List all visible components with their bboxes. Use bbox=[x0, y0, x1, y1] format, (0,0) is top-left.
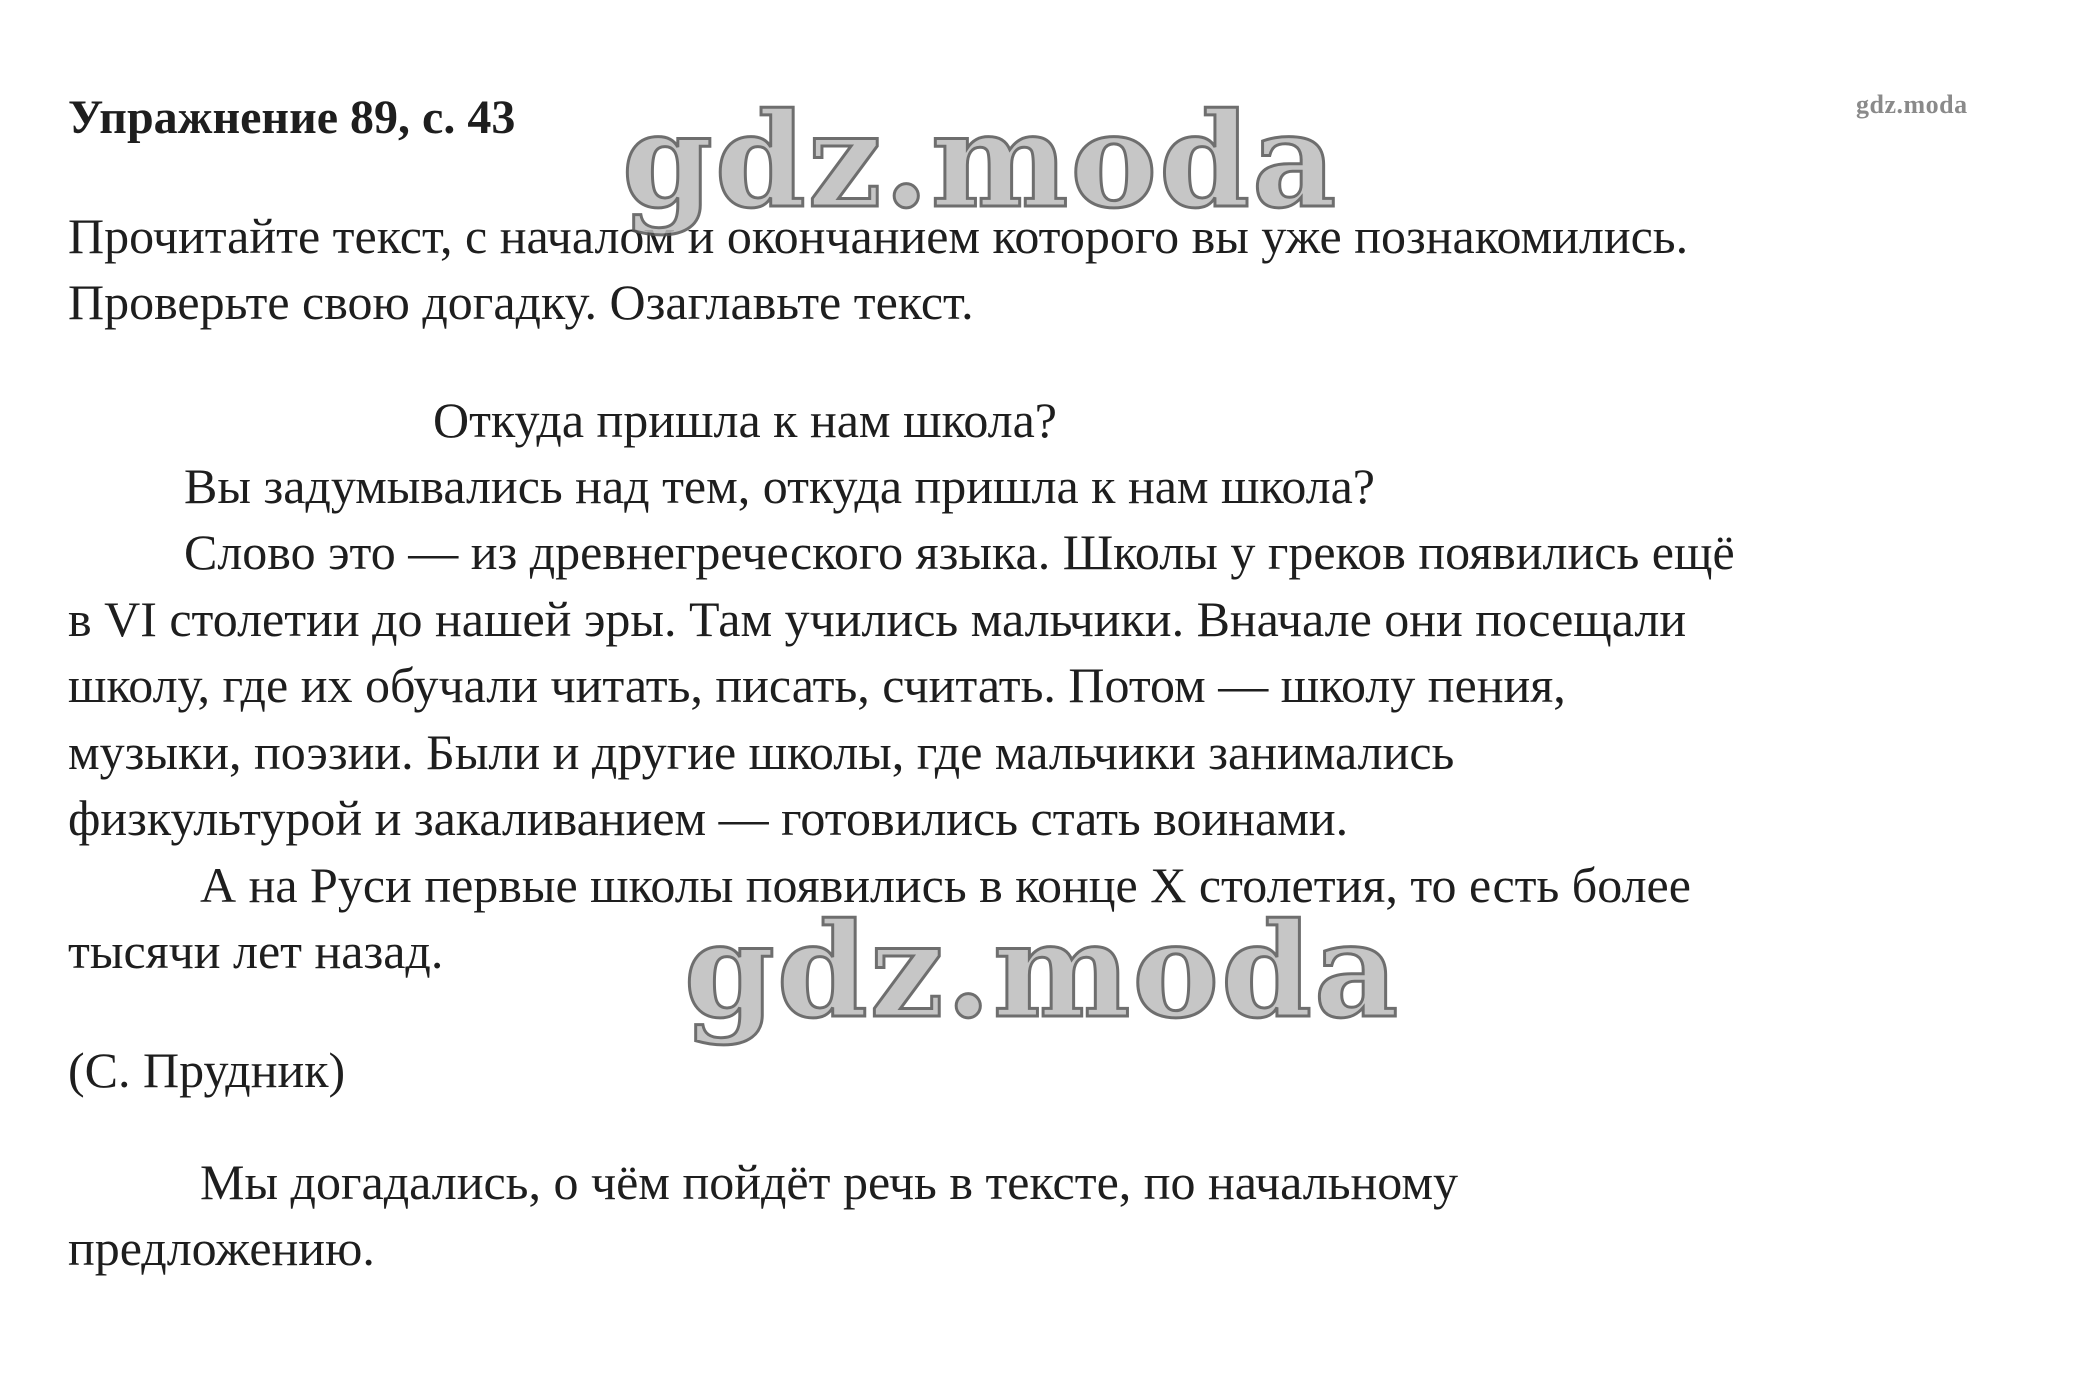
exercise-heading: Упражнение 89, с. 43 bbox=[68, 91, 516, 144]
author-attribution: (С. Прудник) bbox=[68, 1042, 346, 1098]
text-title: Откуда пришла к нам школа? bbox=[433, 392, 1057, 448]
watermark-bottom: gdz.moda bbox=[684, 894, 1401, 1047]
body-line-5: музыки, поэзии. Были и другие школы, где мальчики занимались bbox=[68, 724, 1455, 780]
answer-line-1: Мы догадались, о чём пойдёт речь в тексте, по начальному bbox=[200, 1154, 1458, 1210]
body-line-6: физкультурой и закаливанием — готовились стать воинами. bbox=[68, 790, 1349, 846]
instruction-line-2: Проверьте свою догадку. Озаглавьте текст. bbox=[68, 274, 974, 330]
instruction-line-1: Прочитайте текст, с началом и окончанием которого вы уже познакомились. bbox=[68, 208, 1689, 264]
answer-line-2: предложению. bbox=[68, 1220, 375, 1276]
watermark-top: gdz.moda bbox=[622, 84, 1339, 237]
body-line-8: тысячи лет назад. bbox=[68, 923, 444, 979]
body-line-2: Слово это — из древнегреческого языка. Школы у греков появились ещё bbox=[184, 524, 1735, 580]
body-line-4: школу, где их обучали читать, писать, считать. Потом — школу пения, bbox=[68, 657, 1566, 713]
body-line-7: А на Руси первые школы появились в конце X столетия, то есть более bbox=[200, 857, 1691, 913]
corner-watermark: gdz.moda bbox=[1856, 90, 1968, 119]
body-line-1: Вы задумывались над тем, откуда пришла к нам школа? bbox=[184, 458, 1375, 514]
body-line-3: в VI столетии до нашей эры. Там учились мальчики. Вначале они посещали bbox=[68, 591, 1687, 647]
